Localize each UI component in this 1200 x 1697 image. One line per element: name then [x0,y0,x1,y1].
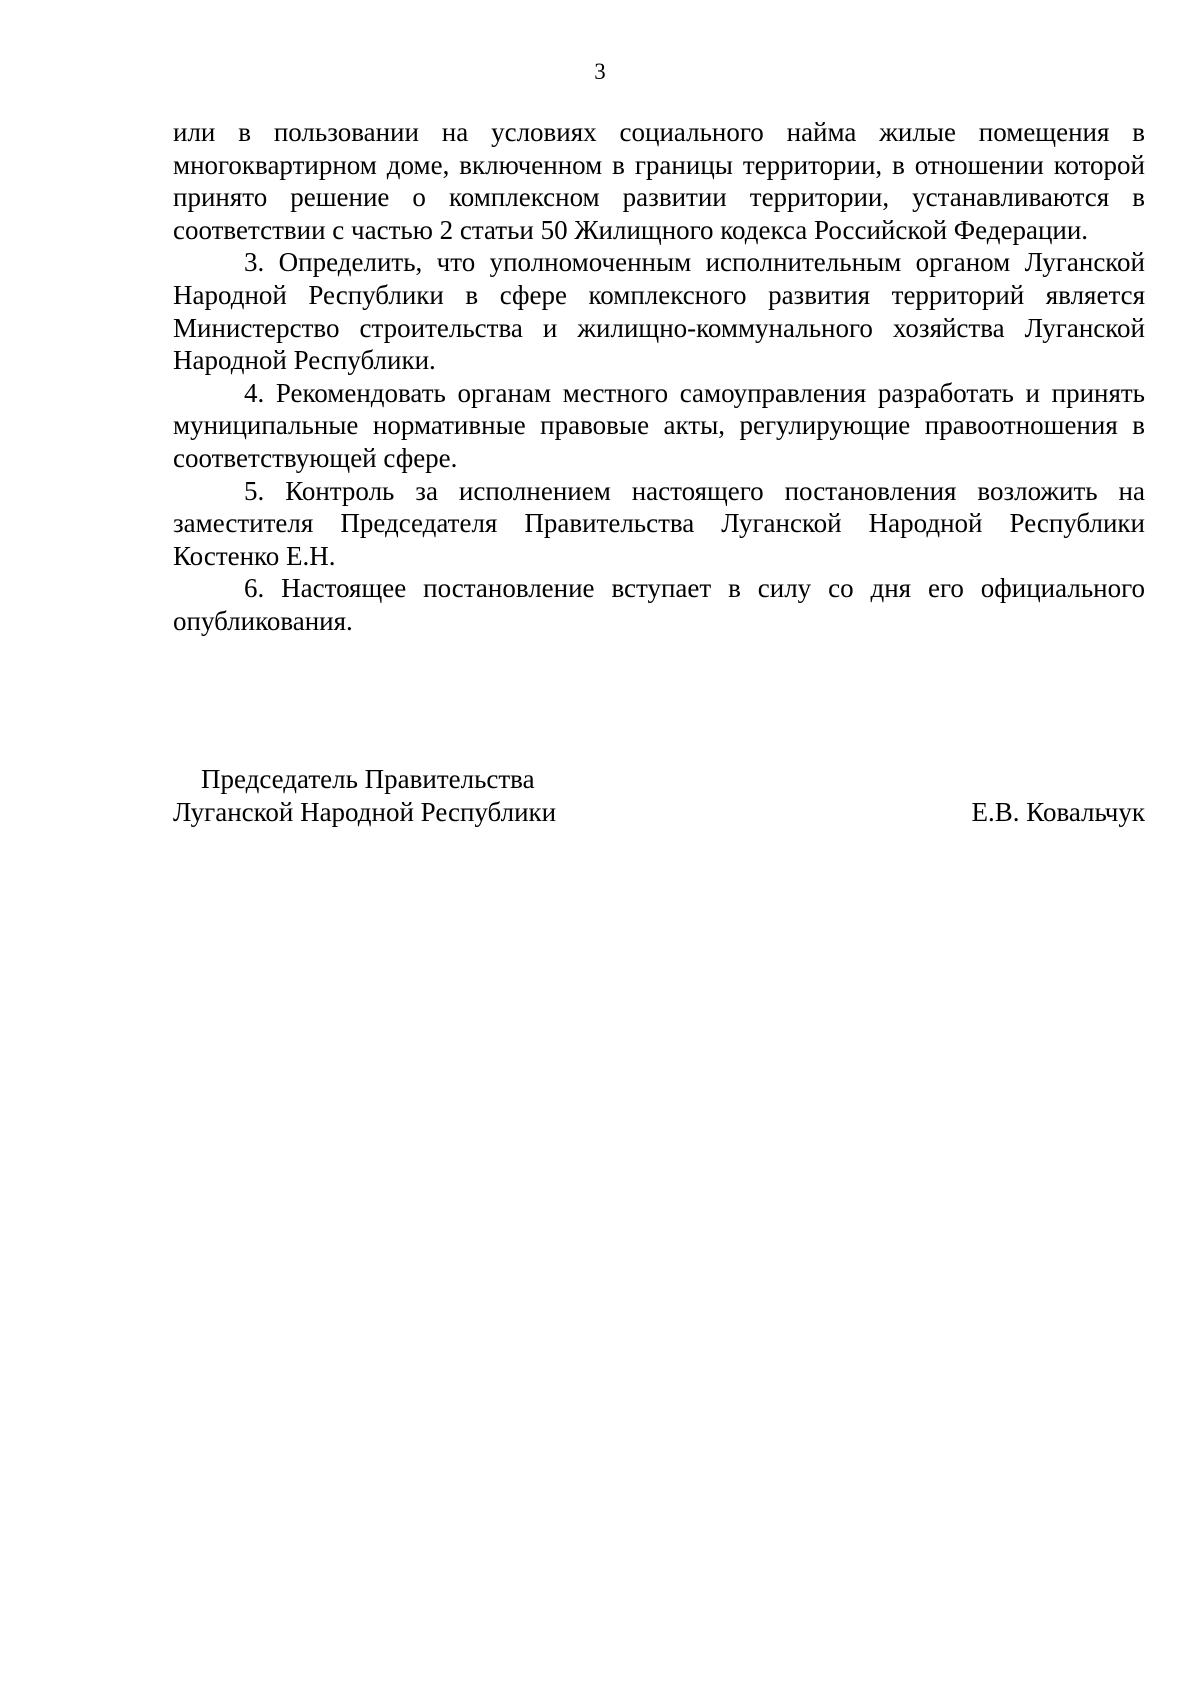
signature-row-1 [173,763,1145,796]
paragraph-item-5: 5. Контроль за исполнением настоящего постановления возложить на заместителя Председателя Правительства Луганской Народной Республики Костенко Е.Н. [173,475,1145,571]
paragraph-continuation: или в пользовании на условиях социального найма жилые помещения в многоквартирном доме, включенном в границы территории, в отношении которой принято решение о комплексном развитии территории, устанавливаются в соответствии с частью 2 статьи 50 Жилищного кодекса Российской Федерации. [173,117,1145,245]
page-number: 3 [594,59,606,84]
signature-block [173,763,1145,829]
signatory-name: Е.В. Ковальчук [971,797,1145,827]
paragraph-item-3: 3. Определить, что уполномоченным исполнительным органом Луганской Народной Республики в сфере комплексного развития территорий является Министерство строительства и жилищно-коммунального хозяйства Луганской Народной Республики. [173,247,1145,376]
signatory-title-line-1: Председатель Правительства [201,764,535,794]
document-body [173,116,1145,638]
signatory-title-line-2: Луганской Народной Республики [173,797,557,827]
paragraph-item-4: 4. Рекомендовать органам местного самоуправления разработать и принять муниципальные нормативные правовые акты, регулирующие правоотношения в соответствующей сфере. [173,377,1145,473]
signature-row-2 [173,796,1145,829]
paragraph-item-6: 6. Настоящее постановление вступает в силу со дня его официального опубликования. [173,573,1145,636]
